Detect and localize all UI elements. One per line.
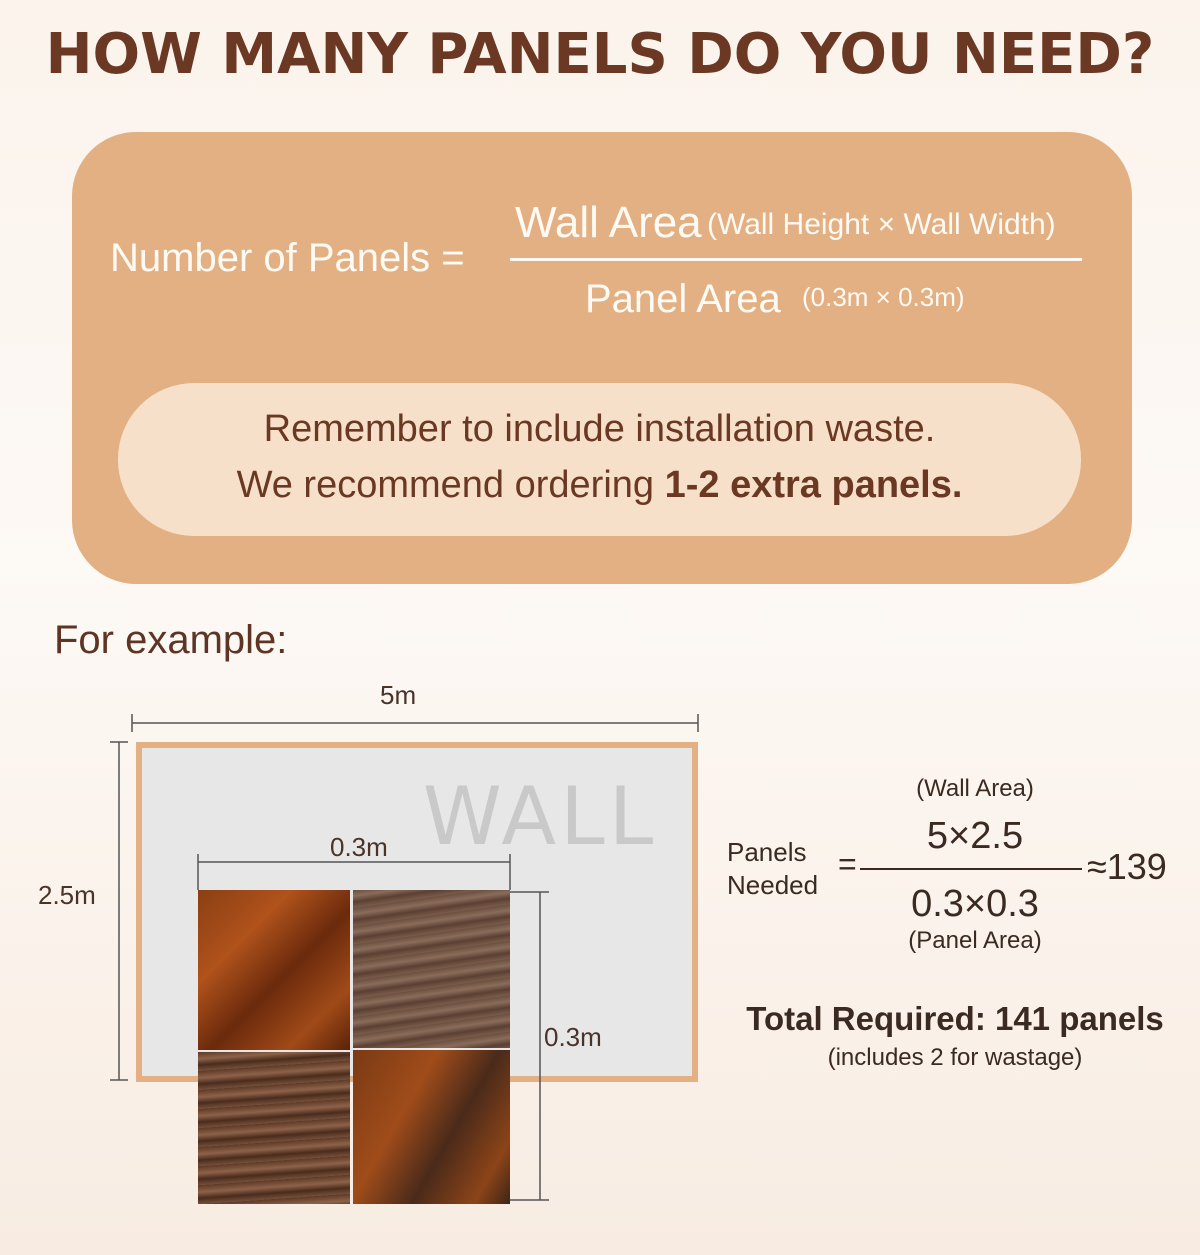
- wall-area-caption: (Wall Area): [916, 775, 1034, 802]
- total-note: (includes 2 for wastage): [827, 1044, 1083, 1071]
- calc-fraction-line: [860, 868, 1082, 870]
- waste-note-line1: Remember to include installation waste.: [263, 408, 936, 450]
- calc-result: ≈139: [1087, 846, 1167, 887]
- waste-note-line2: [118, 464, 1081, 507]
- calc-equals: =: [838, 846, 857, 882]
- wood-panel-tile: [198, 890, 350, 1050]
- wood-panel-tile: [353, 890, 510, 1048]
- waste-note-prefix: We recommend ordering: [236, 464, 665, 506]
- panel-area-caption: (Panel Area): [908, 927, 1042, 954]
- example-heading: For example:: [54, 618, 288, 662]
- wall-height-dimension: [104, 736, 134, 1086]
- formula-denominator: Panel Area: [585, 277, 781, 321]
- wood-panel-tile: [198, 1052, 350, 1204]
- page-title: HOW MANY PANELS DO YOU NEED?: [45, 22, 1155, 87]
- calc-lhs-line2: Needed: [727, 870, 819, 900]
- calc-denominator: 0.3×0.3: [911, 883, 1039, 925]
- formula-numerator: Wall Area: [515, 198, 702, 247]
- panel-width-dimension: [190, 852, 520, 892]
- calc-numerator: 5×2.5: [926, 815, 1024, 857]
- panel-height-label: 0.3m: [544, 1022, 602, 1052]
- formula-numerator-note: (Wall Height × Wall Width): [707, 208, 1056, 241]
- wood-panel-tile: [353, 1050, 510, 1204]
- waste-note-emphasis: 1-2 extra panels.: [664, 464, 963, 506]
- fraction-line: [510, 258, 1082, 261]
- panel-width-label: 0.3m: [330, 832, 388, 862]
- calc-lhs: [727, 836, 818, 902]
- wall-label: WALL: [422, 770, 658, 863]
- panel-height-dimension: [505, 884, 555, 1204]
- formula-denominator-note: (0.3m × 0.3m): [802, 282, 965, 312]
- formula-lhs: Number of Panels =: [110, 236, 465, 280]
- waste-note: [118, 383, 1081, 536]
- total-required: Total Required: 141 panels: [746, 1000, 1164, 1037]
- wall-width-dimension: [120, 708, 720, 738]
- wall-height-label: 2.5m: [38, 880, 96, 910]
- wall-width-label: 5m: [380, 680, 417, 710]
- calc-lhs-line1: Panels: [727, 837, 807, 867]
